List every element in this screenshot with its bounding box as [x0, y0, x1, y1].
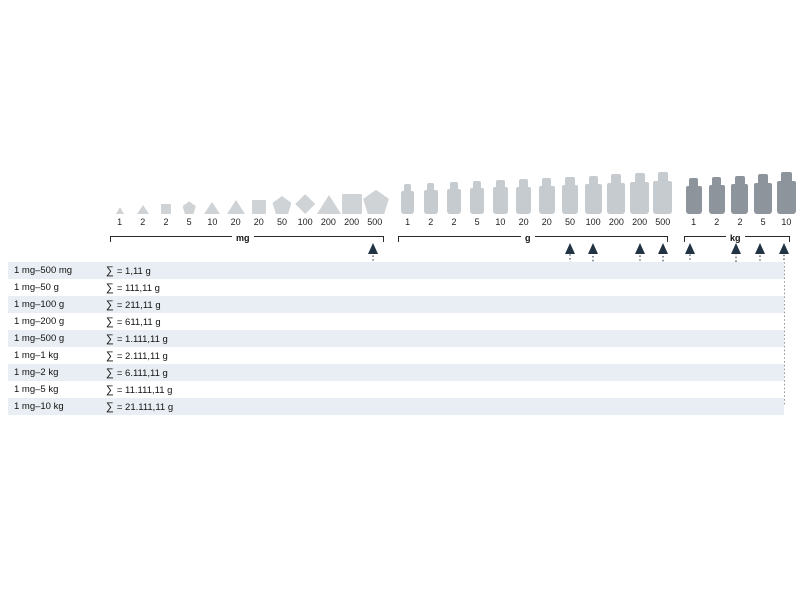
sum-row — [8, 364, 784, 381]
leader-arrowhead-icon — [588, 243, 598, 254]
sigma-icon: ∑ — [106, 315, 114, 328]
weight-item-g — [419, 183, 442, 227]
weight-item-kg — [705, 177, 728, 227]
weight-item-mg — [270, 196, 293, 227]
leader-arrowhead-icon — [685, 243, 695, 254]
cylindrical-weight-icon — [558, 177, 581, 214]
weight-item-g — [442, 182, 465, 227]
weight-item-mg — [363, 190, 386, 227]
weight-item-mg — [154, 204, 177, 227]
sigma-icon: ∑ — [106, 281, 114, 294]
weight-item-mg — [247, 200, 270, 227]
weight-label: 2 — [428, 217, 434, 227]
weight-item-kg — [728, 176, 751, 227]
cylindrical-weight-icon — [535, 178, 558, 214]
sigma-icon: ∑ — [106, 264, 114, 277]
kg-weights-row — [682, 183, 794, 227]
weight-item-mg — [317, 195, 340, 227]
sum-range-label: 1 mg–200 g — [14, 316, 65, 327]
sum-value — [104, 333, 168, 345]
weight-item-kg — [752, 174, 775, 227]
weight-shape-triangle-icon — [317, 195, 341, 214]
cylindrical-weight-icon — [605, 174, 628, 214]
weight-item-kg — [682, 178, 705, 227]
sum-row — [8, 296, 784, 313]
weight-label: 10 — [495, 217, 506, 227]
weight-shape-triangle-icon — [116, 207, 124, 214]
weight-item-mg — [294, 194, 317, 227]
weight-label: 200 — [320, 217, 336, 227]
weight-label: 1 — [117, 217, 123, 227]
cylindrical-weight-icon — [419, 183, 442, 214]
weight-label: 100 — [297, 217, 313, 227]
sum-value — [104, 367, 168, 379]
leader-arrowhead-icon — [779, 243, 789, 254]
weight-label: 200 — [632, 217, 648, 227]
weight-shape-triangle-icon — [204, 202, 220, 214]
sum-amount: = 11.111,11 g — [116, 384, 173, 396]
leader-arrowhead-icon — [565, 243, 575, 254]
bracket-label-mg: mg — [232, 233, 254, 243]
weight-item-mg — [108, 207, 131, 227]
weight-item-kg — [775, 172, 798, 227]
sum-amount: = 2.111,11 g — [116, 350, 168, 362]
cylindrical-weight-icon — [489, 180, 512, 214]
weight-item-mg — [201, 202, 224, 227]
sum-row — [8, 398, 784, 415]
sum-amount: = 6.111,11 g — [116, 367, 168, 379]
weight-label: 2 — [737, 217, 743, 227]
sum-range-label: 1 mg–2 kg — [14, 367, 59, 378]
weight-label: 2 — [451, 217, 457, 227]
sum-range-label: 1 mg–500 g — [14, 333, 65, 344]
sigma-icon: ∑ — [106, 366, 114, 379]
weight-item-g — [605, 174, 628, 227]
sum-value — [104, 401, 173, 413]
sum-amount: = 21.111,11 g — [116, 401, 174, 413]
weight-shape-pentagon-icon — [272, 196, 291, 214]
sum-range-label: 1 mg–10 kg — [14, 401, 64, 412]
weight-label: 10 — [781, 217, 792, 227]
weight-item-mg — [224, 200, 247, 227]
sum-amount: = 611,11 g — [116, 316, 161, 328]
weight-shape-square-icon — [342, 194, 362, 214]
sum-row — [8, 347, 784, 364]
cylindrical-weight-icon — [582, 176, 605, 214]
weight-item-mg — [178, 201, 201, 227]
bracket-label-kg: kg — [726, 233, 745, 243]
weight-label: 5 — [474, 217, 480, 227]
weight-item-g — [489, 180, 512, 227]
sum-range-label: 1 mg–100 g — [14, 299, 65, 310]
cylindrical-weight-icon — [466, 181, 489, 214]
sum-amount: = 111,11 g — [116, 282, 160, 294]
weight-item-g — [512, 179, 535, 227]
weight-label: 100 — [585, 217, 601, 227]
sum-row — [8, 313, 784, 330]
weight-item-g — [396, 184, 419, 227]
weight-item-g — [651, 172, 674, 227]
cylindrical-weight-icon — [705, 177, 728, 214]
sigma-icon: ∑ — [106, 298, 114, 311]
weight-label: 20 — [541, 217, 552, 227]
sum-amount: = 1.111,11 g — [116, 333, 168, 345]
sum-amount: = 1,11 g — [116, 265, 151, 277]
weight-label: 1 — [405, 217, 411, 227]
weight-label: 200 — [344, 217, 360, 227]
sum-range-label: 1 mg–50 g — [14, 282, 59, 293]
weight-label: 2 — [140, 217, 146, 227]
leader-arrowhead-icon — [658, 243, 668, 254]
weight-label: 50 — [564, 217, 575, 227]
leader-arrowhead-icon — [755, 243, 765, 254]
weight-shape-pentagon-icon — [183, 201, 196, 214]
sum-row — [8, 330, 784, 347]
cylindrical-weight-icon — [728, 176, 751, 214]
weight-item-mg — [340, 194, 363, 227]
weight-item-mg — [131, 205, 154, 227]
sigma-icon: ∑ — [106, 332, 114, 345]
weight-shape-diamond-icon — [295, 194, 315, 214]
sum-row — [8, 381, 784, 398]
weight-shape-pentagon-icon — [363, 190, 389, 214]
cylindrical-weight-icon — [651, 172, 674, 214]
sum-value — [104, 299, 161, 311]
sigma-icon: ∑ — [106, 349, 114, 362]
cylindrical-weight-icon — [628, 173, 651, 214]
weight-label: 2 — [714, 217, 720, 227]
weight-label: 5 — [186, 217, 192, 227]
sum-range-label: 1 mg–1 kg — [14, 350, 59, 361]
mg-weights-row — [108, 183, 388, 227]
leader-arrowhead-icon — [635, 243, 645, 254]
leader-arrowhead-icon — [731, 243, 741, 254]
sum-amount: = 211,11 g — [116, 299, 161, 311]
weight-item-g — [535, 178, 558, 227]
sum-value — [104, 350, 168, 362]
g-weights-row — [396, 183, 676, 227]
sum-value — [104, 265, 151, 277]
weight-item-g — [558, 177, 581, 227]
weight-item-g — [466, 181, 489, 227]
weight-label: 500 — [367, 217, 383, 227]
weight-label: 20 — [253, 217, 264, 227]
sum-range-label: 1 mg–500 mg — [14, 265, 73, 276]
cylindrical-weight-icon — [775, 172, 798, 214]
sum-value — [104, 282, 160, 294]
sum-value — [104, 316, 161, 328]
sum-row — [8, 262, 784, 279]
cylindrical-weight-icon — [752, 174, 775, 214]
weight-label: 2 — [163, 217, 169, 227]
leader-arrowhead-icon — [368, 243, 378, 254]
sum-range-label: 1 mg–5 kg — [14, 384, 59, 395]
weight-label: 20 — [230, 217, 241, 227]
weight-label: 5 — [760, 217, 766, 227]
cylindrical-weight-icon — [396, 184, 419, 214]
sum-row — [8, 279, 784, 296]
weight-label: 50 — [276, 217, 287, 227]
sigma-icon: ∑ — [106, 400, 114, 413]
weight-shape-triangle-icon — [137, 205, 149, 214]
weight-shape-square-icon — [161, 204, 171, 214]
bracket-label-g: g — [521, 233, 535, 243]
weight-label: 20 — [518, 217, 529, 227]
cylindrical-weight-icon — [442, 182, 465, 214]
weight-item-g — [628, 173, 651, 227]
weight-shape-square-icon — [252, 200, 266, 214]
weight-label: 10 — [207, 217, 218, 227]
weight-label: 200 — [608, 217, 624, 227]
cylindrical-weight-icon — [682, 178, 705, 214]
weight-item-g — [582, 176, 605, 227]
weight-label: 500 — [655, 217, 671, 227]
sigma-icon: ∑ — [106, 383, 114, 396]
weight-label: 1 — [691, 217, 697, 227]
cylindrical-weight-icon — [512, 179, 535, 214]
weight-shape-triangle-icon — [227, 200, 245, 214]
sum-value — [104, 384, 172, 396]
